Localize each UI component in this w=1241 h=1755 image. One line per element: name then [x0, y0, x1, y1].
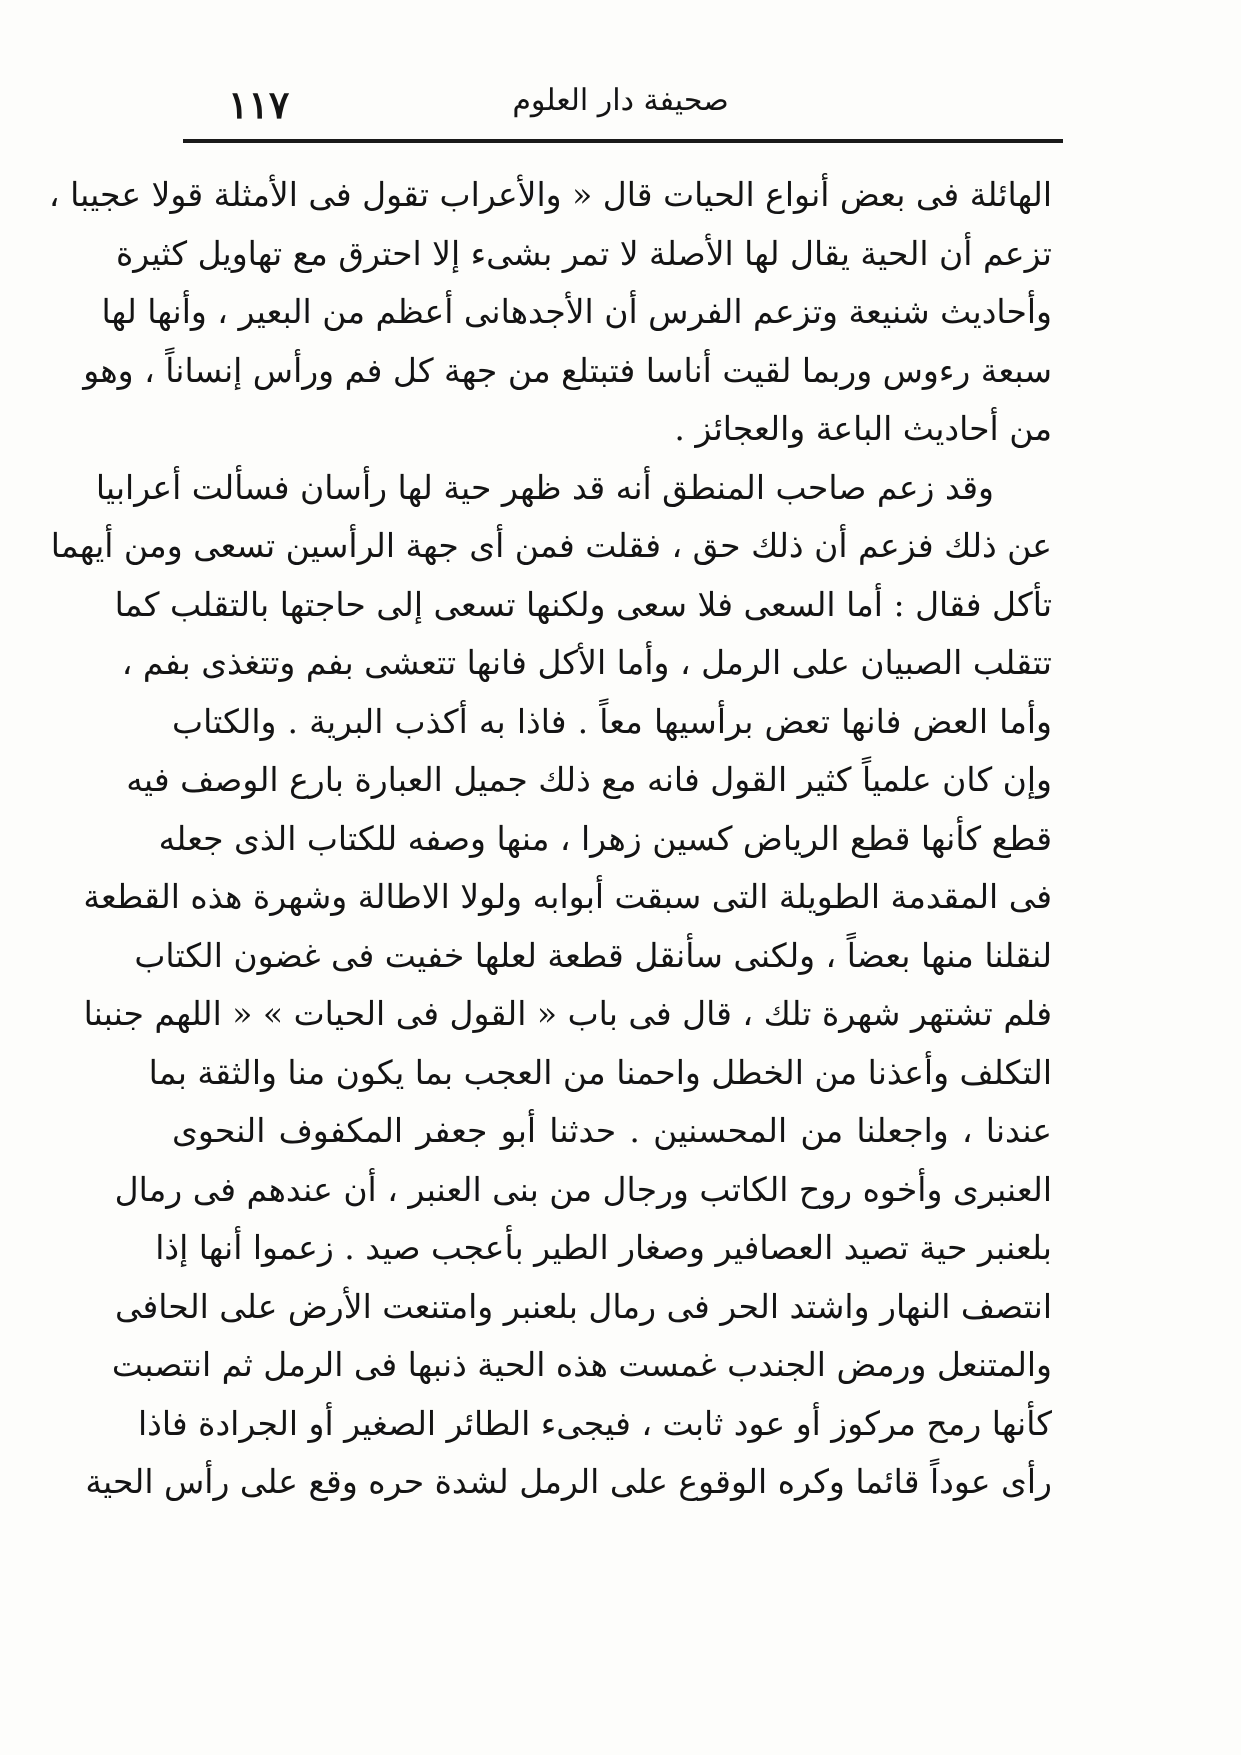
- text-line: بلعنبر حية تصيد العصافير وصغار الطير بأعجب صيد . زعموا أنها إذا: [155, 1228, 1052, 1267]
- text-line: تتقلب الصبيان على الرمل ، وأما الأكل فانها تتعشى بفم وتتغذى بفم ،: [121, 643, 1052, 682]
- text-line: وأما العض فانها تعض برأسيها معاً . فاذا به أكذب البرية . والكتاب: [172, 701, 1052, 741]
- text-line: تأكل فقال : أما السعى فلا سعى ولكنها تسعى إلى حاجتها بالتقلب كما: [114, 584, 1052, 624]
- text-line: من أحاديث الباعة والعجائز .: [674, 409, 1052, 448]
- text-line: لنقلنا منها بعضاً ، ولكنى سأنقل قطعة لعلها خفيت فى غضون الكتاب: [134, 935, 1052, 975]
- text-line: العنبرى وأخوه روح الكاتب ورجال من بنى العنبر ، أن عندهم فى رمال: [114, 1169, 1052, 1209]
- text-line: والمتنعل ورمض الجندب غمست هذه الحية ذنبها فى الرمل ثم انتصبت: [111, 1345, 1052, 1384]
- page-number: ١١٧: [228, 82, 290, 127]
- text-line: تزعم أن الحية يقال لها الأصلة لا تمر بشىء إلا احترق مع تهاويل كثيرة: [115, 233, 1052, 273]
- body-text: [48, 166, 1052, 1512]
- text-line: عندنا ، واجعلنا من المحسنين . حدثنا أبو جعفر المكفوف النحوى: [172, 1111, 1052, 1150]
- header-rule: [183, 139, 1063, 143]
- text-line: قطع كأنها قطع الرياض كسين زهرا ، منها وصفه للكتاب الذى جعله: [158, 818, 1052, 858]
- paragraph-first-line: وقد زعم صاحب المنطق أنه قد ظهر حية لها رأسان فسألت أعرابيا: [95, 467, 994, 507]
- text-line: فى المقدمة الطويلة التى سبقت أبوابه ولولا الاطالة وشهرة هذه القطعة: [83, 877, 1052, 916]
- text-line: فلم تشتهر شهرة تلك ، قال فى باب « القول فى الحيات » « اللهم جنبنا: [83, 994, 1052, 1033]
- text-line: رأى عوداً قائما وكره الوقوع على الرمل لشدة حره وقع على رأس الحية: [85, 1462, 1052, 1501]
- running-title: صحيفة دار العلوم: [512, 83, 729, 118]
- text-line: كأنها رمح مركوز أو عود ثابت ، فيجىء الطائر الصغير أو الجرادة فاذا: [137, 1403, 1052, 1443]
- text-line: الهائلة فى بعض أنواع الحيات قال « والأعراب تقول فى الأمثلة قولا عجيبا ،: [48, 175, 1052, 214]
- text-line: انتصف النهار واشتد الحر فى رمال بلعنبر وامتنعت الأرض على الحافى: [114, 1286, 1052, 1326]
- text-line: وأحاديث شنيعة وتزعم الفرس أن الأجدهانى أعظم من البعير ، وأنها لها: [101, 292, 1052, 331]
- text-line: التكلف وأعذنا من الخطل واحمنا من العجب بما يكون منا والثقة بما: [148, 1052, 1052, 1092]
- text-line: وإن كان علمياً كثير القول فانه مع ذلك جميل العبارة بارع الوصف فيه: [126, 760, 1052, 799]
- text-line: سبعة رءوس وربما لقيت أناسا فتبتلع من جهة كل فم ورأس إنساناً ، وهو: [83, 350, 1052, 390]
- text-line: عن ذلك فزعم أن ذلك حق ، فقلت فمن أى جهة الرأسين تسعى ومن أيهما: [50, 526, 1052, 565]
